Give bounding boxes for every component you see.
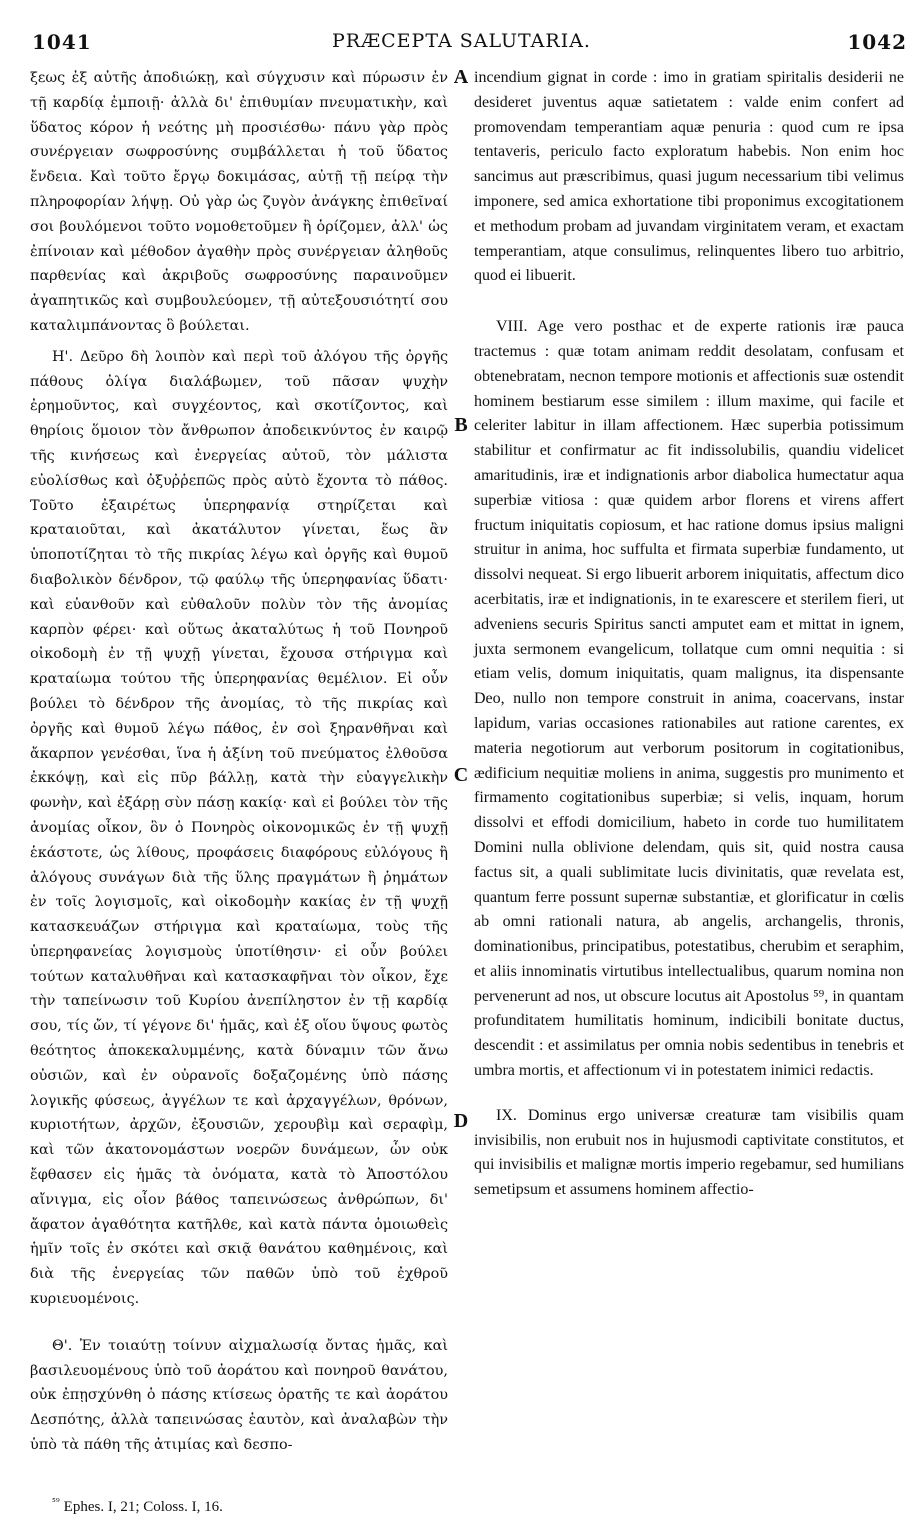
page-number-right: 1042 bbox=[847, 30, 907, 54]
latin-section-8: VIII. Age vero posthac et de experte rationis iræ pauca tractemus : quæ totam animam reddit desolatam, confusam et obtenebratam, necnon tempore motionis et affectionis suæ ostendit hominem bestiarum esse similem : illum maxime, qui facile et celeriter labitur in illam affectionem. Hæc superbia potissimum stabilitur et confirmatur ac fit indissolubilis, quandiu videlicet amaritudinis, iræ et indignationis arbor diabolica humectatur aqua superbiæ vitiosa : quæ quidem arbor florens et virens affert fructum iniquitatis copiosum, et hac ratione domus ipsius maligni struitur in anima, hoc suffulta et firmata superbiæ fundamento, ut dissolvi nequeat. Si ergo libuerit arborem iniquitatis, affectum dico acerbitatis, iræ et indignationis, in te exarescere et sterilem fieri, ut adveniens securis Spiritus sancti amputet eam et mittat in ignem, juxta sermonem evangelicum, tollatque cum omni nequitia : si etiam velis, domum iniquitatis, quam malignus, ita dispensante Deo, nullo non tempore construit in anima, coacervans, instar lapidum, varias occasiones rationabiles aut ratione carentes, ex materia negotiorum aut verborum positorum in cogitationibus, ædificium nequitiæ moliens in anima, suggestis pro munimento et firmamento cogitationibus superbiæ; si velis, inquam, horum dissolvi et effodi domicilium, habeto in corde tuo humilitatem Domini nulla oblivione delendam, quis sit, quid nostra causa factus sit, a quali sublimitate lucis divinitatis, quæ revelata est, quantum ferre possunt supernæ substantiæ, et glorificatur in cœlis ab omni rationali natura, ab angelis, archangelis, thronis, dominationibus, principatibus, potestatibus, cherubim et seraphim, et aliis innominatis virtutibus intellectualibus, quarum nomina non pervenerunt ad nos, ut obscure locutus ait Apostolus ⁵⁹, in quantam profunditatem humilitatis hominum, indicibili bonitate ductus, descendit : et assimilatus per omnia nobis sedentibus in tenebris et umbra mortis, et affectionum vi in potestatem inimici redactis. bbox=[474, 318, 904, 1080]
page-header bbox=[0, 30, 923, 64]
greek-section-9: Θ'. Ἐν τοιαύτῃ τοίνυν αἰχμαλωσίᾳ ὄντας ἡμᾶς, καὶ βασιλευομένους ὑπὸ τοῦ ἀοράτου καὶ πονηροῦ θανάτου, οὐκ ἐπῃσχύνθη ὁ πάσης κτίσεως ὁρατῆς τε καὶ ἀοράτου Δεσπότης, ἀλλὰ ταπεινώσας ἑαυτὸν, καὶ ἀναλαβὼν τὴν ὑπὸ τὰ πάθη τῆς ἀτιμίας καὶ δεσπο- bbox=[30, 1337, 448, 1454]
latin-paragraph-continuation: incendium gignat in corde : imo in gratiam spiritalis desiderii ne desideret juventus aquæ satietatem : valde enim confert ad promovendam temperantiam aquæ penuria : quod cum re ipsa tentaveris, periculo facto exploratum habebis. Non enim hoc sancimus aut præscribimus, quasi jugum necessarium tibi velimus imponere, sed amica exhortatione tibi proponimus excogitationem et methodum probam ad juvandam virginitatem veram, et exactam temperantiam, atque consulimus, relinquentes libero tuo arbitrio, quod ei libuerit. bbox=[474, 69, 904, 285]
margin-letter-d: D bbox=[453, 1110, 469, 1132]
margin-letter-a: A bbox=[453, 66, 469, 88]
margin-letter-c: C bbox=[453, 764, 469, 786]
footnote-mark: ⁵⁹ bbox=[52, 1496, 60, 1508]
footnote-text: Ephes. I, 21; Coloss. I, 16. bbox=[63, 1499, 223, 1515]
greek-column bbox=[30, 66, 448, 1458]
greek-section-8: Η'. Δεῦρο δὴ λοιπὸν καὶ περὶ τοῦ ἀλόγου τῆς ὀργῆς πάθους ὀλίγα διαλάβωμεν, τοῦ πᾶσαν ψυχὴν ἐρημοῦντος, καὶ συγχέοντος, καὶ σκοτίζοντος, καὶ θηρίοις ὅμοιον τὸν ἄνθρωπον ἀποδεικνύντος ἐν καιρῷ τῆς κινήσεως καὶ ἐνεργείας αὐτοῦ, τὸν μάλιστα εὐολίσθως καὶ ὀξυῤῥεπῶς πρὸς αὐτὸ ἔχοντα τὸ πάθος. Τοῦτο ἐξαιρέτως ὑπερηφανίᾳ στηρίζεται καὶ κραταιοῦται, καὶ ἀκατάλυτον γίνεται, ἕως ἂν ὑποποτίζηται τὸ τῆς πικρίας λέγω καὶ ὀργῆς καὶ θυμοῦ διαβολικὸν δένδρον, τῷ φαύλῳ τῆς ὑπερηφανίας ὕδατι· καὶ εὐανθοῦν καὶ εὐθαλοῦν πολὺν τὸν τῆς ἀνομίας καρπὸν φέρει· καὶ οὕτως ἀκαταλύτως ἡ τοῦ Πονηροῦ οἰκοδομὴ ἐν τῇ ψυχῇ γίνεται, ἔχουσα στήριγμα καὶ κραταίωμα τούτου τῆς ὑπερηφανίας θεμέλιον. Εἰ οὖν βούλει τὸ δένδρον τῆς ἀνομίας, τὸ τῆς πικρίας καὶ ὀργῆς καὶ θυμοῦ λέγω πάθος, ἐν σοὶ ξηρανθῆναι καὶ ἄκαρπον γενέσθαι, ἵνα ἡ ἀξίνη τοῦ πνεύματος ἐλθοῦσα ἐκκόψῃ, καὶ εἰς πῦρ βάλλῃ, κατὰ τὴν εὐαγγελικὴν φωνὴν, καὶ ἐξάρῃ σὺν πάσῃ κακίᾳ· καὶ εἰ βούλει τὸν τῆς ἀνομίας οἶκον, ὃν ὁ Πονηρὸς οἰκονομικῶς ἐν τῇ ψυχῇ ἑκάστοτε, ὡς λίθους, προφάσεις διαφόρους εὐλόγους ἢ ἀλόγους συνάγων διὰ τῆς ὕλης πραγμάτων ἢ ῥημάτων ἐν τοῖς λογισμοῖς, καὶ οἰκοδομὴν κακίας ἐν τῇ ψυχῇ κατασκευάζων στήριγμα καὶ κραταίωμα, τοὺς τῆς ὑπερηφανείας λογισμοὺς ὑποτίθησιν· εἰ οὖν βούλει τούτων καταλυθῆναι καὶ κατασκαφῆναι τὸν οἶκον, ἔχε τὴν ταπείνωσιν τοῦ Κυρίου ἀνεπίληστον ἐν τῇ καρδίᾳ σου, τίς ὤν, τί γέγονε δι' ἡμᾶς, καὶ ἐξ οἵου ὕψους φωτὸς θεότητος ἀποκεκαλυμμένης, κατὰ δύναμιν τῶν ἄνω οὐσιῶν, καὶ ἐν οὐρανοῖς δοξαζομένης ὑπὸ πάσης λογικῆς φύσεως, ἀγγέλων τε καὶ ἀρχαγγέλων, θρόνων, κυριοτήτων, ἀρχῶν, ἐξουσιῶν, χερουβὶμ καὶ σεραφὶμ, καὶ τῶν ἀκατονομάστων νοερῶν δυνάμεων, ὧν οὐκ ἔφθασεν εἰς ἡμᾶς τὰ ὀνόματα, κατὰ τὸ Ἀποστόλου αἴνιγμα, εἰς οἷον βάθος ταπεινώσεως ἀνθρώπων, δι' ἄφατον ἀγαθότητα κατῆλθε, καὶ κατὰ πάντα ὁμοιωθεὶς ἡμῖν τοῖς ἐν σκότει καὶ σκιᾷ θανάτου καθημένοις, καὶ διὰ τῆς ἐνεργείας τῶν παθῶν ὑπὸ τοῦ ἐχθροῦ κυριευομένοις. bbox=[30, 348, 448, 1308]
latin-section-9: IX. Dominus ergo universæ creaturæ tam visibilis quam invisibilis, non erubuit nos in hujusmodi captivitate constitutos, et qui invisibilis et malignæ mortis imperio regebamur, sed humilians semetipsum et assumens hominem affectio- bbox=[474, 1106, 904, 1199]
latin-column bbox=[474, 66, 904, 1203]
margin-letter-b: B bbox=[454, 414, 468, 436]
page-number-left: 1041 bbox=[32, 30, 92, 54]
running-title: PRÆCEPTA SALUTARIA. bbox=[332, 30, 591, 52]
footnote bbox=[52, 1496, 223, 1516]
greek-paragraph-continuation: ξεως ἐξ αὐτῆς ἀποδιώκῃ, καὶ σύγχυσιν καὶ πύρωσιν ἐν τῇ καρδίᾳ ἐμποιῇ· ἀλλὰ δι' ἐπιθυμίαν πνευματικὴν, καὶ ὕδατος κόρον ἡ νεότης μὴ προσιέσθω· πάνυ γὰρ πρὸς συνέργειαν σωφροσύνης συμβάλλεται ἡ τοῦ ὕδατος ἔνδεια. Καὶ τοῦτο ἔργῳ δοκιμάσας, αὐτῇ τῇ πείρᾳ τὴν πληροφορίαν λήψῃ. Οὐ γὰρ ὡς ζυγὸν ἀνάγκης ἐπιθεῖναί σοι βουλόμενοι τοῦτο νομοθετοῦμεν ἢ ὁρίζομεν, ἀλλ' ὡς ἐπίνοιαν καὶ μέθοδον ἀγαθὴν πρὸς συνέργειαν ἀληθοῦς παρθενίας καὶ ἀκριβοῦς σωφροσύνης παραινοῦμεν ἀγαπητικῶς καὶ συμβουλεύομεν, τῇ αὐτεξουσιότητί σου καταλιμπάνοντας ὃ βούλεται. bbox=[30, 70, 448, 334]
